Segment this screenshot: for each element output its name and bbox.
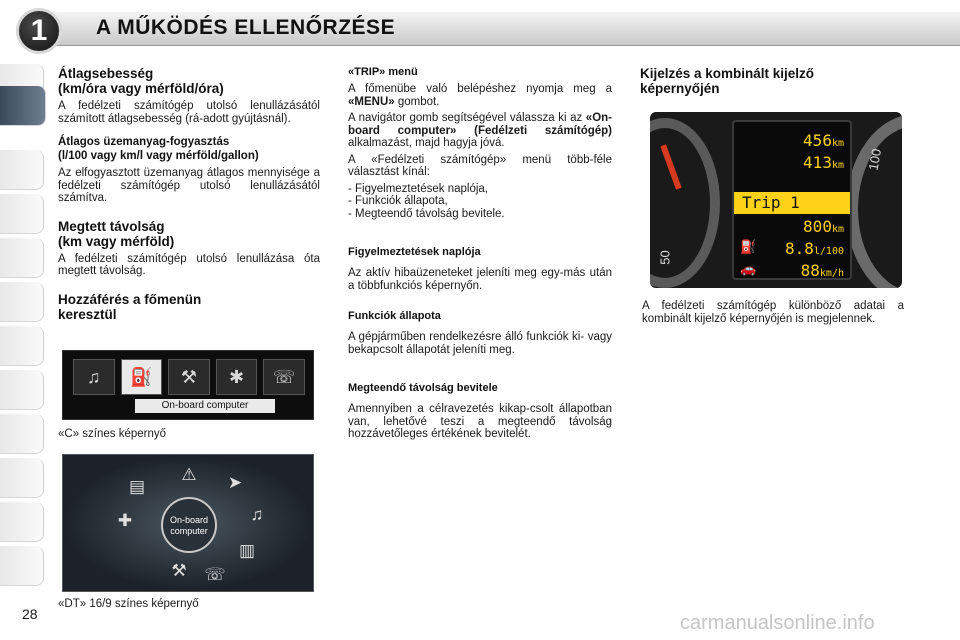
section-title-avg-speed <box>58 66 320 96</box>
caption-c-screen: «C» színes képernyő <box>58 428 167 440</box>
trip-menu-paragraph-1 <box>348 83 612 108</box>
section-title-main-menu <box>58 292 320 322</box>
text-run: A navigátor gomb segítségével válassza ki az <box>348 112 586 124</box>
lcd-unit: km <box>831 224 844 235</box>
trip-speed <box>734 260 850 282</box>
gauge-mark-right: 100 <box>865 147 885 172</box>
title-line: (l/100 vagy km/l vagy mérföld/gallon) <box>58 150 259 162</box>
function-status-text: A gépjárműben rendelkezésre álló funkciók ki- vagy bekapcsolt állapotát jeleníti meg. <box>348 331 612 356</box>
warning-log-text: Az aktív hibaüzeneteket jeleníti meg egy-más után a többfunkciós képernyőn. <box>348 267 612 292</box>
trip-menu-paragraph-3: A «Fedélzeti számítógép» menü több-féle választást kínál: <box>348 153 612 178</box>
odometer-trip <box>734 152 850 174</box>
watermark: carmanualsonline.info <box>680 612 875 634</box>
lcd-value: 8.8 <box>784 239 814 258</box>
lcd-value: 413 <box>803 153 832 172</box>
chapter-tab[interactable] <box>0 546 44 586</box>
distance-entry-title: Megteendő távolság bevitele <box>348 382 498 394</box>
chapter-tab[interactable] <box>0 238 44 278</box>
lcd-value: 456 <box>803 131 832 150</box>
media-icon: ▤ <box>128 477 146 496</box>
warning-log-title: Figyelmeztetések naplója <box>348 246 481 258</box>
screen-c-label: On-board computer <box>135 399 275 413</box>
bar-chart-icon: ▥ <box>238 541 256 560</box>
trip-consumption <box>734 238 850 260</box>
instrument-cluster-image <box>650 112 902 288</box>
cluster-text: A fedélzeti számítógép különböző adatai a kombinált kijelző képernyőjén is megjelennek. <box>642 300 904 325</box>
chapter-badge: 1 <box>16 8 62 54</box>
navigation-cross-icon: ✚ <box>117 511 133 530</box>
title-line: keresztül <box>58 306 117 322</box>
text-run: A főmenübe való belépéshez nyomja meg a <box>348 83 612 95</box>
screen-dt-image <box>62 454 314 592</box>
speedometer-gauge <box>846 114 902 288</box>
function-status-title: Funkciók állapota <box>348 310 441 322</box>
fuel-pump-icon: ⛽ <box>121 359 163 395</box>
list-item: - Megteendő távolság bevitele. <box>348 207 505 220</box>
lcd-unit: km <box>831 138 844 149</box>
chapter-tab[interactable] <box>0 370 44 410</box>
phone-icon: ☏ <box>263 359 305 395</box>
chapter-tab[interactable] <box>0 414 44 454</box>
tools-icon: ⚒ <box>168 359 210 395</box>
section-title-avg-consumption <box>58 135 320 163</box>
title-line: (km vagy mérföld) <box>58 233 175 249</box>
chapter-tab[interactable] <box>0 282 44 322</box>
avg-consumption-text: Az elfogyasztott üzemanyag átlagos mennyisége a fedélzeti számítógép utolsó lenullázásától számítva. <box>58 167 320 204</box>
page-title: A MŰKÖDÉS ELLENŐRZÉSE <box>96 16 396 39</box>
section-title-cluster <box>640 66 902 96</box>
column-left <box>58 66 320 322</box>
menu-button-name: «MENU» <box>348 95 395 108</box>
avg-speed-text: A fedélzeti számítógép utolsó lenullázásától számított átlagsebesség (rá-adott gyújtásnál). <box>58 100 320 125</box>
column-middle <box>348 66 612 441</box>
lcd-unit: km/h <box>819 268 844 279</box>
warning-icon: ⚠ <box>181 465 197 484</box>
text-run: alkalmazást, majd hagyja jóvá. <box>348 137 505 149</box>
app-name: «On-board computer» (Fedélzeti számítógép) <box>348 112 612 137</box>
title-line: Átlagsebesség <box>58 66 154 81</box>
lcd-unit: km <box>831 160 844 171</box>
trip-label: Trip 1 <box>734 192 850 214</box>
title-line: Kijelzés a kombinált kijelző <box>640 66 815 81</box>
lcd-value: 800 <box>803 217 832 236</box>
trip-menu-paragraph-2 <box>348 112 612 150</box>
menu-icon-row <box>73 359 305 395</box>
chapter-tab[interactable] <box>0 194 44 234</box>
chapter-tab[interactable] <box>0 458 44 498</box>
screen-c-image <box>62 350 314 420</box>
chapter-tab-active[interactable] <box>0 86 46 126</box>
radio-icon: ♫ <box>73 359 115 395</box>
cluster-lcd <box>732 120 852 280</box>
trip-menu-title: «TRIP» menü <box>348 66 418 78</box>
navigation-icon: ➤ <box>227 473 243 492</box>
trip-distance <box>734 216 850 238</box>
page-header <box>0 0 960 60</box>
chapter-tab[interactable] <box>0 150 44 190</box>
caption-dt-screen: «DT» 16/9 színes képernyő <box>58 598 199 610</box>
odometer-total <box>734 130 850 152</box>
fuel-pump-icon: ⛽ <box>740 240 757 255</box>
text-run: gombot. <box>394 95 440 108</box>
section-title-distance <box>58 219 320 249</box>
lcd-unit: l/100 <box>813 246 844 257</box>
dt-center-label <box>161 497 217 553</box>
distance-entry-text: Amennyiben a célravezetés kikap-csolt állapotban van, lehetővé teszi a megteendő távolság hozzávetőleges értékének bevitelét. <box>348 403 612 440</box>
option-list <box>348 183 612 221</box>
chapter-tab[interactable] <box>0 502 44 542</box>
phone-icon: ☏ <box>204 565 226 584</box>
tools-icon: ⚒ <box>171 561 187 580</box>
dt-label-line: On-board <box>169 515 209 525</box>
title-line: Átlagos üzemanyag-fogyasztás <box>58 136 230 148</box>
list-item: - Figyelmeztetések naplója, <box>348 182 488 195</box>
title-line: (km/óra vagy mérföld/óra) <box>58 81 224 96</box>
title-line: Hozzáférés a főmenün <box>58 291 202 307</box>
dt-label-line: computer <box>170 526 208 536</box>
radio-icon: ♫ <box>250 505 264 524</box>
title-line: képernyőjén <box>640 81 720 96</box>
settings-icon: ✱ <box>216 359 258 395</box>
page-number: 28 <box>22 606 38 622</box>
car-icon: 🚗 <box>740 262 757 277</box>
title-line: Megtett távolság <box>58 218 165 234</box>
lcd-value: 88 <box>800 261 820 280</box>
distance-text: A fedélzeti számítógép utolsó lenullázása óta megtett távolság. <box>58 252 320 277</box>
gauge-mark-left: 50 <box>657 250 673 265</box>
chapter-tab[interactable] <box>0 326 44 366</box>
column-right <box>640 66 902 96</box>
list-item: - Funkciók állapota, <box>348 195 448 207</box>
chapter-tab-strip <box>0 64 48 580</box>
